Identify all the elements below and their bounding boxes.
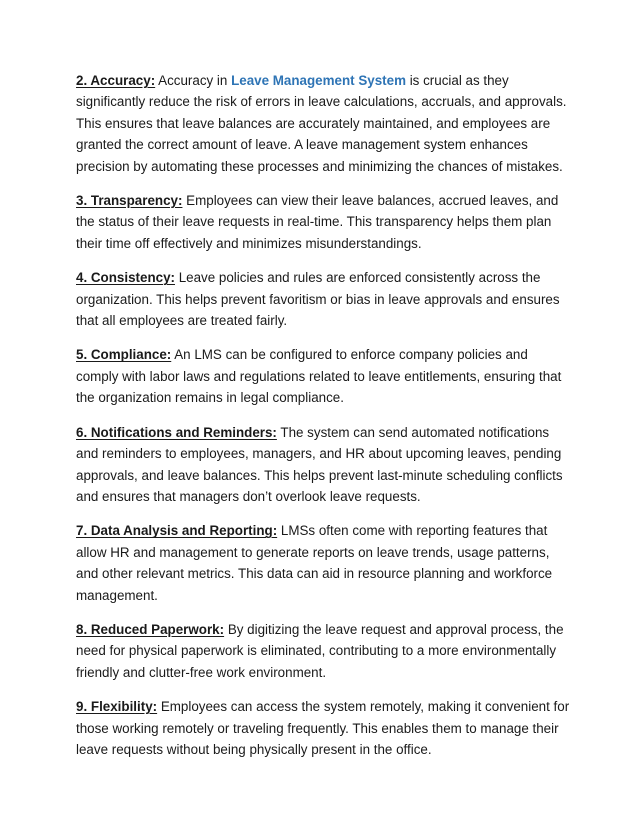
section-text: The system can send automated notifications and reminders to employees, managers, and HR about upcoming leaves, pending approvals, and leave balances. This helps prevent last-minute scheduling conflicts and ensures that managers don’t overlook leave requests. — [76, 424, 563, 504]
section-text: Employees can access the system remotely, making it convenient for those working remotely or traveling frequently. This enables them to manage their leave requests without being physically present in the office. — [76, 699, 570, 757]
section-heading: 6. Notifications and Reminders: — [76, 424, 277, 440]
section-text: Leave policies and rules are enforced consistently across the organization. This helps prevent favoritism or bias in leave approvals and ensures that all employees are treated fairly. — [76, 270, 560, 329]
section-notifications — [76, 422, 570, 508]
section-heading: 2. Accuracy: — [76, 73, 156, 88]
section-text: Employees can view their leave balances, accrued leaves, and the status of their leave requests in real-time. This transparency helps them plan their time off effectively and minimizes misunderstandings. — [76, 193, 559, 251]
section-heading: 5. Compliance: — [76, 347, 172, 363]
section-text: is crucial as they significantly reduce the risk of errors in leave calculations, accruals, and approvals. This ensures that leave balances are accurately maintained, and employees are granted the correct amount of leave. A leave management system enhances precision by automating these processes and minimizing the chances of mistakes. — [76, 73, 567, 174]
section-text: LMSs often come with reporting features that allow HR and management to generate reports on leave trends, usage patterns, and other relevant metrics. This data can aid in resource planning and workforce management. — [76, 523, 553, 603]
section-compliance — [76, 344, 570, 408]
document-page — [76, 70, 570, 773]
section-flexibility — [76, 696, 570, 760]
section-heading: 9. Flexibility: — [76, 699, 158, 715]
section-data-analysis — [76, 520, 570, 606]
section-text: Accuracy in — [155, 73, 232, 88]
section-reduced-paperwork — [76, 619, 570, 683]
section-text: An LMS can be configured to enforce company policies and comply with labor laws and regulations related to leave entitlements, ensuring that the organization remains in legal compliance. — [76, 347, 562, 406]
leave-management-system-link[interactable]: Leave Management System — [231, 73, 406, 88]
section-text: By digitizing the leave request and approval process, the need for physical paperwork is eliminated, contributing to a more environmentally friendly and clutter-free work environment. — [76, 621, 564, 680]
section-consistency — [76, 267, 570, 331]
section-heading: 7. Data Analysis and Reporting: — [76, 523, 278, 539]
section-accuracy — [76, 70, 570, 177]
section-heading: 8. Reduced Paperwork: — [76, 621, 225, 637]
section-transparency — [76, 190, 570, 254]
section-heading: 4. Consistency: — [76, 270, 175, 286]
section-heading: 3. Transparency: — [76, 193, 183, 209]
